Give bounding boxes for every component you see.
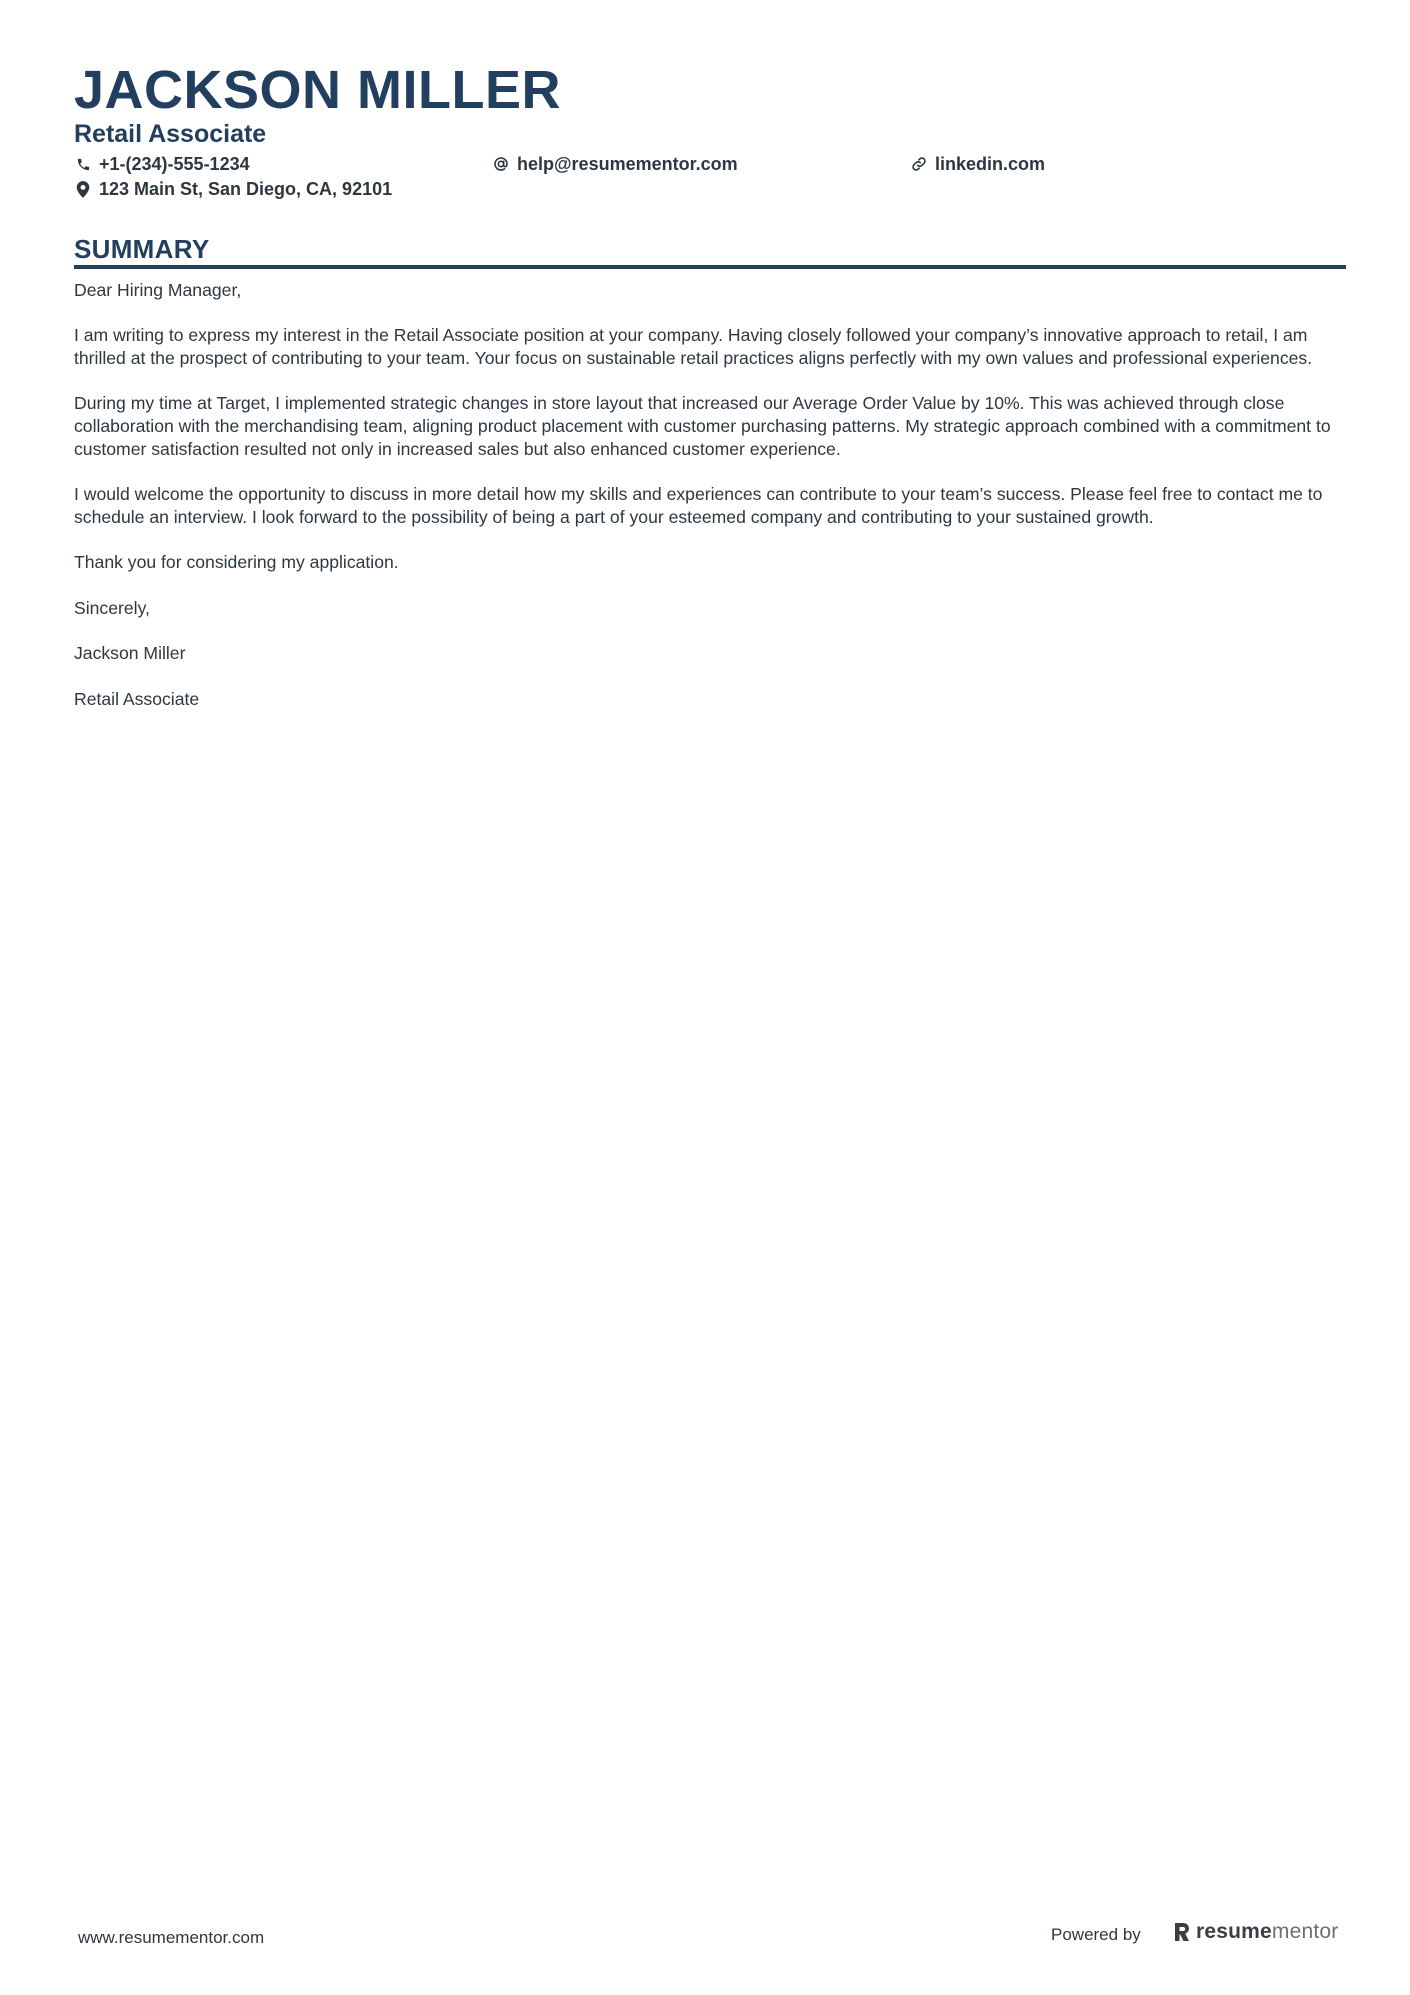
sign-off: Sincerely, xyxy=(74,597,150,618)
signature-title: Retail Associate xyxy=(74,688,200,709)
contact-email xyxy=(492,153,738,175)
brand-text-resume: resume xyxy=(1196,1920,1272,1943)
brand-logo[interactable] xyxy=(1174,1920,1338,1944)
at-sign-icon xyxy=(492,155,510,173)
phone-icon xyxy=(74,155,92,173)
linkedin-text[interactable]: linkedin.com xyxy=(935,154,1046,174)
letter-paragraph: I am writing to express my interest in the Retail Associate position at your company. Having closely followed your company’s innovative approach to retail, I am thrilled at the prospect of contributing to your team. Your focus on sustainable retail practices aligns perfectly with my own values and professional experiences. xyxy=(74,325,1313,369)
contact-address xyxy=(74,178,392,200)
map-pin-icon xyxy=(74,180,92,198)
letter-body xyxy=(74,279,1346,733)
closing-thanks: Thank you for considering my application. xyxy=(74,552,399,573)
brand-mark-icon xyxy=(1174,1922,1190,1942)
summary-heading: SUMMARY xyxy=(74,234,210,264)
contact-linkedin xyxy=(910,153,1045,175)
section-divider xyxy=(74,265,1346,269)
job-title: Retail Associate xyxy=(74,120,267,148)
phone-text: +1-(234)-555-1234 xyxy=(99,154,250,174)
address-text: 123 Main St, San Diego, CA, 92101 xyxy=(99,179,393,199)
signature-name: Jackson Miller xyxy=(74,643,186,664)
footer-website[interactable]: www.resumementor.com xyxy=(78,1928,265,1947)
letter-paragraph: During my time at Target, I implemented strategic changes in store layout that increased our Average Order Value by 10%. This was achieved through close collaboration with the merchandising team, aligning product placement with customer purchasing patterns. My strategic approach combined with a commitment to customer satisfaction resulted not only in increased sales but also enhanced customer experience. xyxy=(74,393,1331,459)
brand-text-mentor: mentor xyxy=(1271,1920,1339,1943)
letter-paragraph: I would welcome the opportunity to discuss in more detail how my skills and experiences can contribute to your team’s success. Please feel free to contact me to schedule an interview. I look forward to the possibility of being a part of your esteemed company and contributing to your sustained growth. xyxy=(74,484,1323,527)
footer-powered-by: Powered by xyxy=(1051,1925,1141,1944)
contact-phone xyxy=(74,153,250,175)
link-icon xyxy=(910,155,928,173)
salutation: Dear Hiring Manager, xyxy=(74,280,242,300)
email-text[interactable]: help@resumementor.com xyxy=(517,154,738,174)
candidate-name: JACKSON MILLER xyxy=(74,60,562,120)
